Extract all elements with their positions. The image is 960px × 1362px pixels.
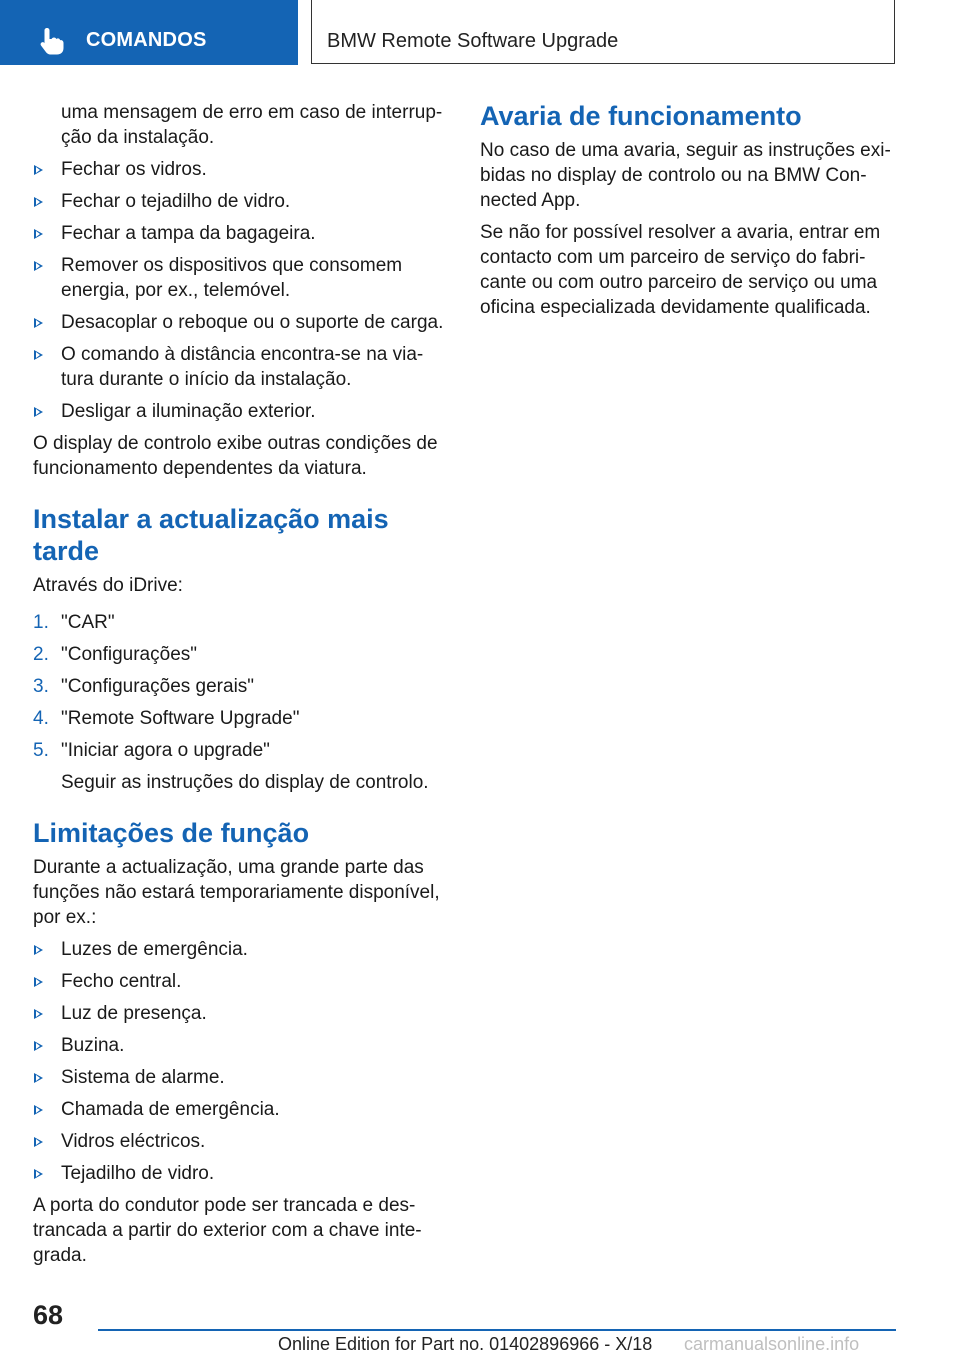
bullet-triangle-icon bbox=[34, 318, 43, 328]
conditions-list bbox=[33, 157, 448, 424]
chapter-title: BMW Remote Software Upgrade bbox=[327, 30, 619, 52]
footer-divider bbox=[98, 1329, 896, 1331]
step-item: 3. "Configurações gerais" bbox=[33, 676, 255, 697]
bullet-triangle-icon bbox=[34, 1137, 43, 1147]
bullet-triangle-icon bbox=[34, 261, 43, 271]
step-note: Seguir as instruções do display de controlo. bbox=[61, 772, 429, 793]
bullet-triangle-icon bbox=[34, 350, 43, 360]
pointing-hand-icon bbox=[38, 26, 68, 56]
step-item: 5. "Iniciar agora o upgrade" bbox=[33, 740, 270, 761]
bullet-triangle-icon bbox=[34, 1041, 43, 1051]
section-tab bbox=[0, 0, 298, 65]
bullet-triangle-icon bbox=[34, 1169, 43, 1179]
malfunction-paragraph: Se não for possível resolver a avaria, entrar em contacto com um parceiro de serviço do fabri-cante ou com outro parceiro de serviço ou uma oficina especializada devidamente qualificada. bbox=[480, 222, 881, 318]
chapter-header bbox=[311, 0, 895, 64]
list-item: Tejadilho de vidro. bbox=[33, 1161, 448, 1186]
list-item: Fechar a tampa da bagageira. bbox=[33, 221, 448, 246]
edition-text: Online Edition for Part no. 01402896966 - X/18 bbox=[278, 1334, 653, 1354]
bullet-triangle-icon bbox=[34, 165, 43, 175]
malfunction-heading: Avaria de funcionamento bbox=[480, 101, 802, 131]
list-item: O comando à distância encontra-se na via-tura durante o início da instalação. bbox=[33, 342, 448, 392]
list-item: Buzina. bbox=[33, 1033, 448, 1058]
list-item: Luz de presença. bbox=[33, 1001, 448, 1026]
list-item: Fechar os vidros. bbox=[33, 157, 448, 182]
install-steps-list bbox=[33, 610, 448, 763]
bullet-triangle-icon bbox=[34, 977, 43, 987]
list-item: Chamada de emergência. bbox=[33, 1097, 448, 1122]
bullet-triangle-icon bbox=[34, 407, 43, 417]
left-column bbox=[33, 100, 448, 1275]
list-item: Sistema de alarme. bbox=[33, 1065, 448, 1090]
section-label: COMANDOS bbox=[86, 29, 207, 51]
bullet-triangle-icon bbox=[34, 197, 43, 207]
list-item: Vidros eléctricos. bbox=[33, 1129, 448, 1154]
step-item: 1. "CAR" bbox=[33, 612, 115, 633]
list-item: Fecho central. bbox=[33, 969, 448, 994]
step-item: 4. "Remote Software Upgrade" bbox=[33, 708, 300, 729]
right-column bbox=[480, 100, 900, 327]
bullet-triangle-icon bbox=[34, 945, 43, 955]
limitations-note: A porta do condutor pode ser trancada e des-trancada a partir do exterior com a chave inte-grada. bbox=[33, 1195, 422, 1266]
malfunction-paragraph: No caso de uma avaria, seguir as instruções exi-bidas no display de controlo ou na BMW Con-nected App. bbox=[480, 140, 891, 211]
limitations-list bbox=[33, 937, 448, 1186]
list-item: Desacoplar o reboque ou o suporte de carga. bbox=[33, 310, 448, 335]
list-item: Luzes de emergência. bbox=[33, 937, 448, 962]
page-number: 68 bbox=[33, 1300, 64, 1330]
conditions-note: O display de controlo exibe outras condições de funcionamento dependentes da viatura. bbox=[33, 433, 438, 479]
limitations-heading: Limitações de função bbox=[33, 818, 310, 848]
list-item: Fechar o tejadilho de vidro. bbox=[33, 189, 448, 214]
install-later-intro: Através do iDrive: bbox=[33, 575, 183, 596]
bullet-triangle-icon bbox=[34, 229, 43, 239]
bullet-triangle-icon bbox=[34, 1009, 43, 1019]
intro-continuation: uma mensagem de erro em caso de interrup-ção da instalação. bbox=[61, 102, 443, 148]
step-item: 2. "Configurações" bbox=[33, 644, 198, 665]
bullet-triangle-icon bbox=[34, 1105, 43, 1115]
list-item: Desligar a iluminação exterior. bbox=[33, 399, 448, 424]
list-item: Remover os dispositivos que consomem energia, por ex., telemóvel. bbox=[33, 253, 448, 303]
watermark: carmanualsonline.info bbox=[684, 1334, 860, 1354]
bullet-triangle-icon bbox=[34, 1073, 43, 1083]
limitations-intro: Durante a actualização, uma grande parte das funções não estará temporariamente disponível, por ex.: bbox=[33, 857, 440, 928]
install-later-heading: Instalar a actualização mais tarde bbox=[33, 504, 389, 566]
